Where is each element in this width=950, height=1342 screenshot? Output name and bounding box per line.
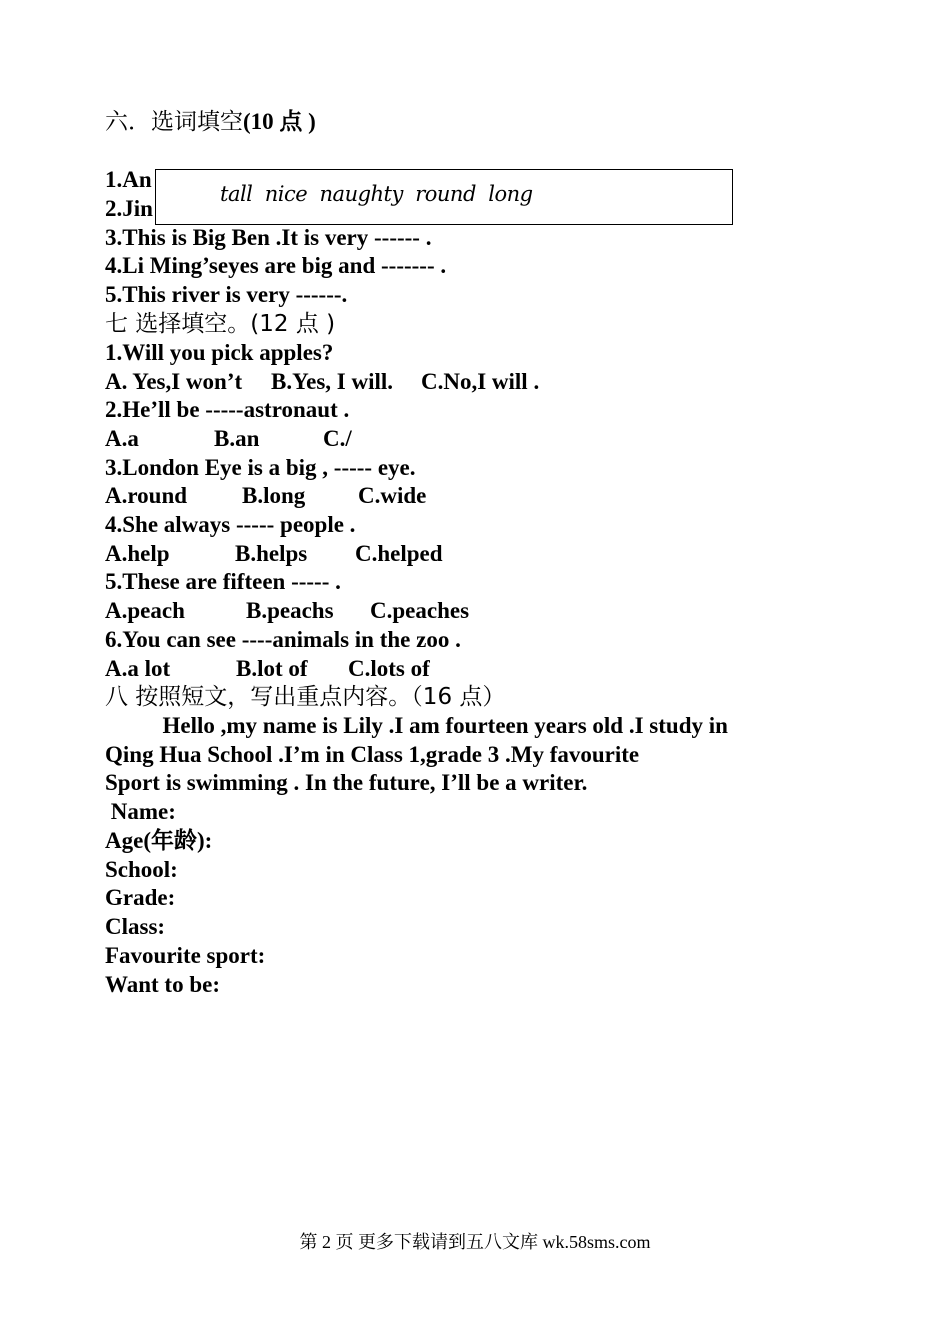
section6-q1: 1.An — [105, 167, 152, 192]
field-class: Class: — [105, 914, 166, 939]
section7-q4-options — [105, 539, 443, 568]
section8-title — [105, 682, 505, 712]
field-age: Age(年龄): — [105, 828, 213, 853]
option-b: B.an — [214, 426, 260, 451]
option-a: A.a — [105, 426, 139, 451]
option-b: B.Yes, I will. — [271, 369, 394, 394]
section6-q3: 3.This is Big Ben .It is very ------ . — [105, 225, 432, 250]
section6-title — [105, 107, 316, 137]
section7-q6: 6.You can see ----animals in the zoo . — [105, 627, 461, 652]
field-school: School: — [105, 857, 178, 882]
section7-q1-options — [105, 367, 539, 396]
field-grade: Grade: — [105, 885, 176, 910]
field-favourite-sport: Favourite sport: — [105, 943, 266, 968]
option-b: B.helps — [235, 541, 308, 566]
option-a: A.a lot — [105, 656, 171, 681]
word-bank-text: tall nice naughty round long — [220, 182, 533, 206]
section7-q5-options — [105, 596, 469, 625]
page-footer: 第 2 页 更多下载请到五八文库 wk.58sms.com — [299, 1232, 651, 1252]
option-a: A.round — [105, 483, 188, 508]
section7-q2-options — [105, 424, 352, 453]
section7-title-text: 七 选择填空。(12 点 ) — [105, 311, 336, 337]
section7-q4: 4.She always ----- people . — [105, 512, 356, 537]
section7-q6-options — [105, 654, 430, 683]
section7-q1: 1.Will you pick apples? — [105, 340, 334, 365]
section6-q5: 5.This river is very ------. — [105, 282, 348, 307]
option-b: B.peachs — [246, 598, 334, 623]
option-c: C.lots of — [348, 656, 430, 681]
option-c: C.wide — [358, 483, 427, 508]
field-want-to-be: Want to be: — [105, 972, 220, 997]
section7-q5: 5.These are fifteen ----- . — [105, 569, 341, 594]
section7-q3: 3.London Eye is a big , ----- eye. — [105, 455, 416, 480]
option-c: C.No,I will . — [421, 369, 540, 394]
section6-q4: 4.Li Ming’seyes are big and ------- . — [105, 253, 447, 278]
section8-title-text: 八 按照短文，写出重点内容。（16 点） — [105, 684, 506, 710]
section6-title-cn: 六．选词填空 — [105, 109, 243, 135]
option-c: C.peaches — [370, 598, 470, 623]
section7-q2: 2.He’ll be -----astronaut . — [105, 397, 350, 422]
section6-title-score: (10 点 ) — [243, 109, 316, 134]
option-c: C./ — [323, 426, 352, 451]
passage-line-1: Hello ,my name is Lily .I am fourteen years old .I study in — [105, 713, 728, 738]
section7-q3-options — [105, 481, 426, 510]
option-b: B.long — [242, 483, 306, 508]
word-bank-box — [155, 169, 733, 225]
passage-line-3: Sport is swimming . In the future, I’ll be a writer. — [105, 770, 588, 795]
option-a: A. Yes,I won’t — [105, 369, 243, 394]
section6-q2: 2.Jin — [105, 196, 153, 221]
option-c: C.helped — [355, 541, 443, 566]
option-b: B.lot of — [236, 656, 308, 681]
section7-title — [105, 309, 335, 339]
option-a: A.help — [105, 541, 170, 566]
passage-line-2: Qing Hua School .I’m in Class 1,grade 3 .My favourite — [105, 742, 640, 767]
field-name: Name: — [105, 799, 176, 824]
option-a: A.peach — [105, 598, 185, 623]
